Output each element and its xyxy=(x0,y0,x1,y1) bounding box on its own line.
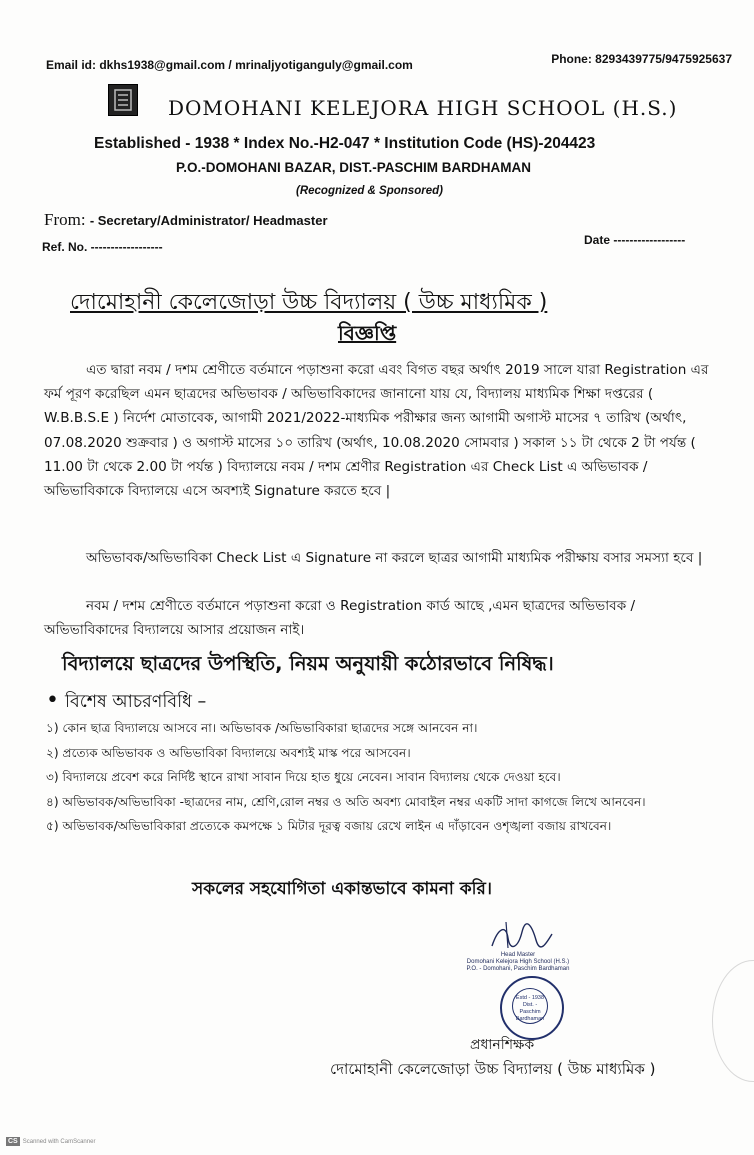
bullet-icon: • xyxy=(46,688,59,713)
stamp-text xyxy=(462,952,574,973)
rule-item: ১) কোন ছাত্র বিদ্যালয়ে আসবে না। অভিভাবক /অভিভাবিকারা ছাত্রদের সঙ্গে আনবেন না। xyxy=(46,721,478,735)
stamp-line: Domohani Kelejora High School (H.S.) xyxy=(466,959,570,965)
stamp-line: Head Master xyxy=(500,952,536,958)
address-line: P.O.-DOMOHANI BAZAR, DIST.-PASCHIM BARDHAMAN xyxy=(176,160,531,175)
rule-item: ৪) অভিভাবক/অভিভাবিকা -ছাত্রদের নাম, শ্রেণি,রোল নম্বর ও অতি অবশ্য মোবাইল নম্বর একটি সাদা কাগজে লিখে আনবেন। xyxy=(46,794,646,809)
camscanner-logo-icon: CS xyxy=(8,1138,18,1145)
signer-title: প্রধানশিক্ষক xyxy=(470,1037,535,1053)
page-edge-shadow xyxy=(712,960,754,1082)
recognized-line: (Recognized & Sponsored) xyxy=(296,185,443,197)
seal-line: Estd - 1938 xyxy=(515,995,545,1001)
signer-organization: দোমোহানী কেলেজোড়া উচ্চ বিদ্যালয় ( উচ্চ মাধ্যমিক ) xyxy=(330,1060,656,1078)
email-line: Email id: dkhs1938@gmail.com / mrinaljyotiganguly@gmail.com xyxy=(46,58,413,72)
school-logo-graphic xyxy=(109,85,137,115)
notice-paragraph-2: অভিভাবক/অভিভাবিকা Check List এ Signature না করলে ছাত্রর আগামী মাধ্যমিক পরীক্ষায় বসার সমস্যা হবে | xyxy=(86,550,703,566)
notice-paragraph-1: এত দ্বারা নবম / দশম শ্রেণীতে বর্তমানে পড়াশুনা করো এবং বিগত বছর অর্থাৎ 2019 সালে যারা Registration এর ফর্ম পূরণ করেছিল এমন ছাত্রদের অভিভাবক / অভিভাবিকাদের জানানো যায় যে, বিদ্যালয় মাধ্যমিক শিক্ষা দপ্তরের ( W.B.B.S.E ) নির্দেশ মোতাবেক, আগামী 2021/2022-মাধ্যমিক পরীক্ষার জন্য আগামী অগাস্ট মাসের ৭ তারিখ (অর্থাৎ, 07.08.2020 শুক্রবার ) ও অগাস্ট মাসের ১০ তারিখ (অর্থাৎ, 10.08.2020 সোমবার ) সকাল ১১ টা থেকে 2 টা পর্যন্ত ( 11.00 টা থেকে 2.00 টা পর্যন্ত ) বিদ্যালয়ে নবম / দশম শ্রেণীর Registration এর Check List এ অভিভাবক / অভিভাবিকাকে বিদ্যালয়ে এসে অবশ্যই Signature করতে হবে | xyxy=(44,362,709,500)
scanner-watermark xyxy=(6,1137,95,1146)
stamp-line: P.O. - Domohani, Paschim Bardhaman xyxy=(466,966,570,972)
from-line xyxy=(44,210,328,230)
rules-heading-text: বিশেষ আচরণবিধি – xyxy=(64,692,207,712)
seal-line: Dist. - Paschim xyxy=(519,1002,541,1015)
rule-item: ৩) বিদ্যালয়ে প্রবেশ করে নির্দিষ্ট স্থানে রাখা সাবান দিয়ে হাত ধুয়ে নেবেন। সাবান বিদ্যালয় থেকে দেওয়া হবে। xyxy=(46,770,561,784)
seal-line: Bardhaman xyxy=(515,1016,545,1022)
school-logo-icon xyxy=(108,84,138,116)
rules-heading xyxy=(46,688,206,718)
school-name: DOMOHANI KELEJORA HIGH SCHOOL (H.S.) xyxy=(168,96,678,120)
closing-line: সকলের সহযোগিতা একান্তভাবে কামনা করি। xyxy=(192,879,492,899)
notice-subtitle: বিজ্ঞপ্তি xyxy=(338,321,397,345)
date-field: Date ------------------ xyxy=(584,233,686,247)
school-seal-icon xyxy=(500,976,564,1040)
notice-paragraph-3: নবম / দশম শ্রেণীতে বর্তমানে পড়াশুনা করো ও Registration কার্ড আছে ,এমন ছাত্রদের অভিভাবক / অভিভাবিকাদের বিদ্যালয়ে আসার প্রয়োজন নাই। xyxy=(44,598,636,639)
ref-number: Ref. No. ------------------ xyxy=(42,240,163,254)
rule-item: ২) প্রত্যেক অভিভাবক ও অভিভাবিকা বিদ্যালয়ে অবশ্যই মাস্ক পরে আসবেন। xyxy=(46,745,411,760)
from-value: - Secretary/Administrator/ Headmaster xyxy=(89,213,328,228)
established-line: Established - 1938 * Index No.-H2-047 * Institution Code (HS)-204423 xyxy=(94,135,596,152)
headmaster-stamp xyxy=(462,918,574,1026)
attendance-prohibited-line: বিদ্যালয়ে ছাত্রদের উপস্থিতি, নিয়ম অনুযায়ী কঠোরভাবে নিষিদ্ধ। xyxy=(62,652,554,675)
from-label: From: xyxy=(44,210,86,229)
scanner-text: Scanned with CamScanner xyxy=(22,1139,96,1145)
phone-line: Phone: 8293439775/9475925637 xyxy=(551,52,732,66)
rules-list xyxy=(46,716,710,839)
signature-icon xyxy=(462,918,574,952)
seal-center xyxy=(512,988,548,1024)
rule-item: ৫) অভিভাবক/অভিভাবিকারা প্রত্যেকে কমপক্ষে ১ মিটার দূরত্ব বজায় রেখে লাইন এ দাঁড়াবেন ওশৃঙ্খলা বজায় রাখবেন। xyxy=(46,819,612,833)
notice-title: দোমোহানী কেলেজোড়া উচ্চ বিদ্যালয় ( উচ্চ মাধ্যমিক ) xyxy=(70,290,548,315)
